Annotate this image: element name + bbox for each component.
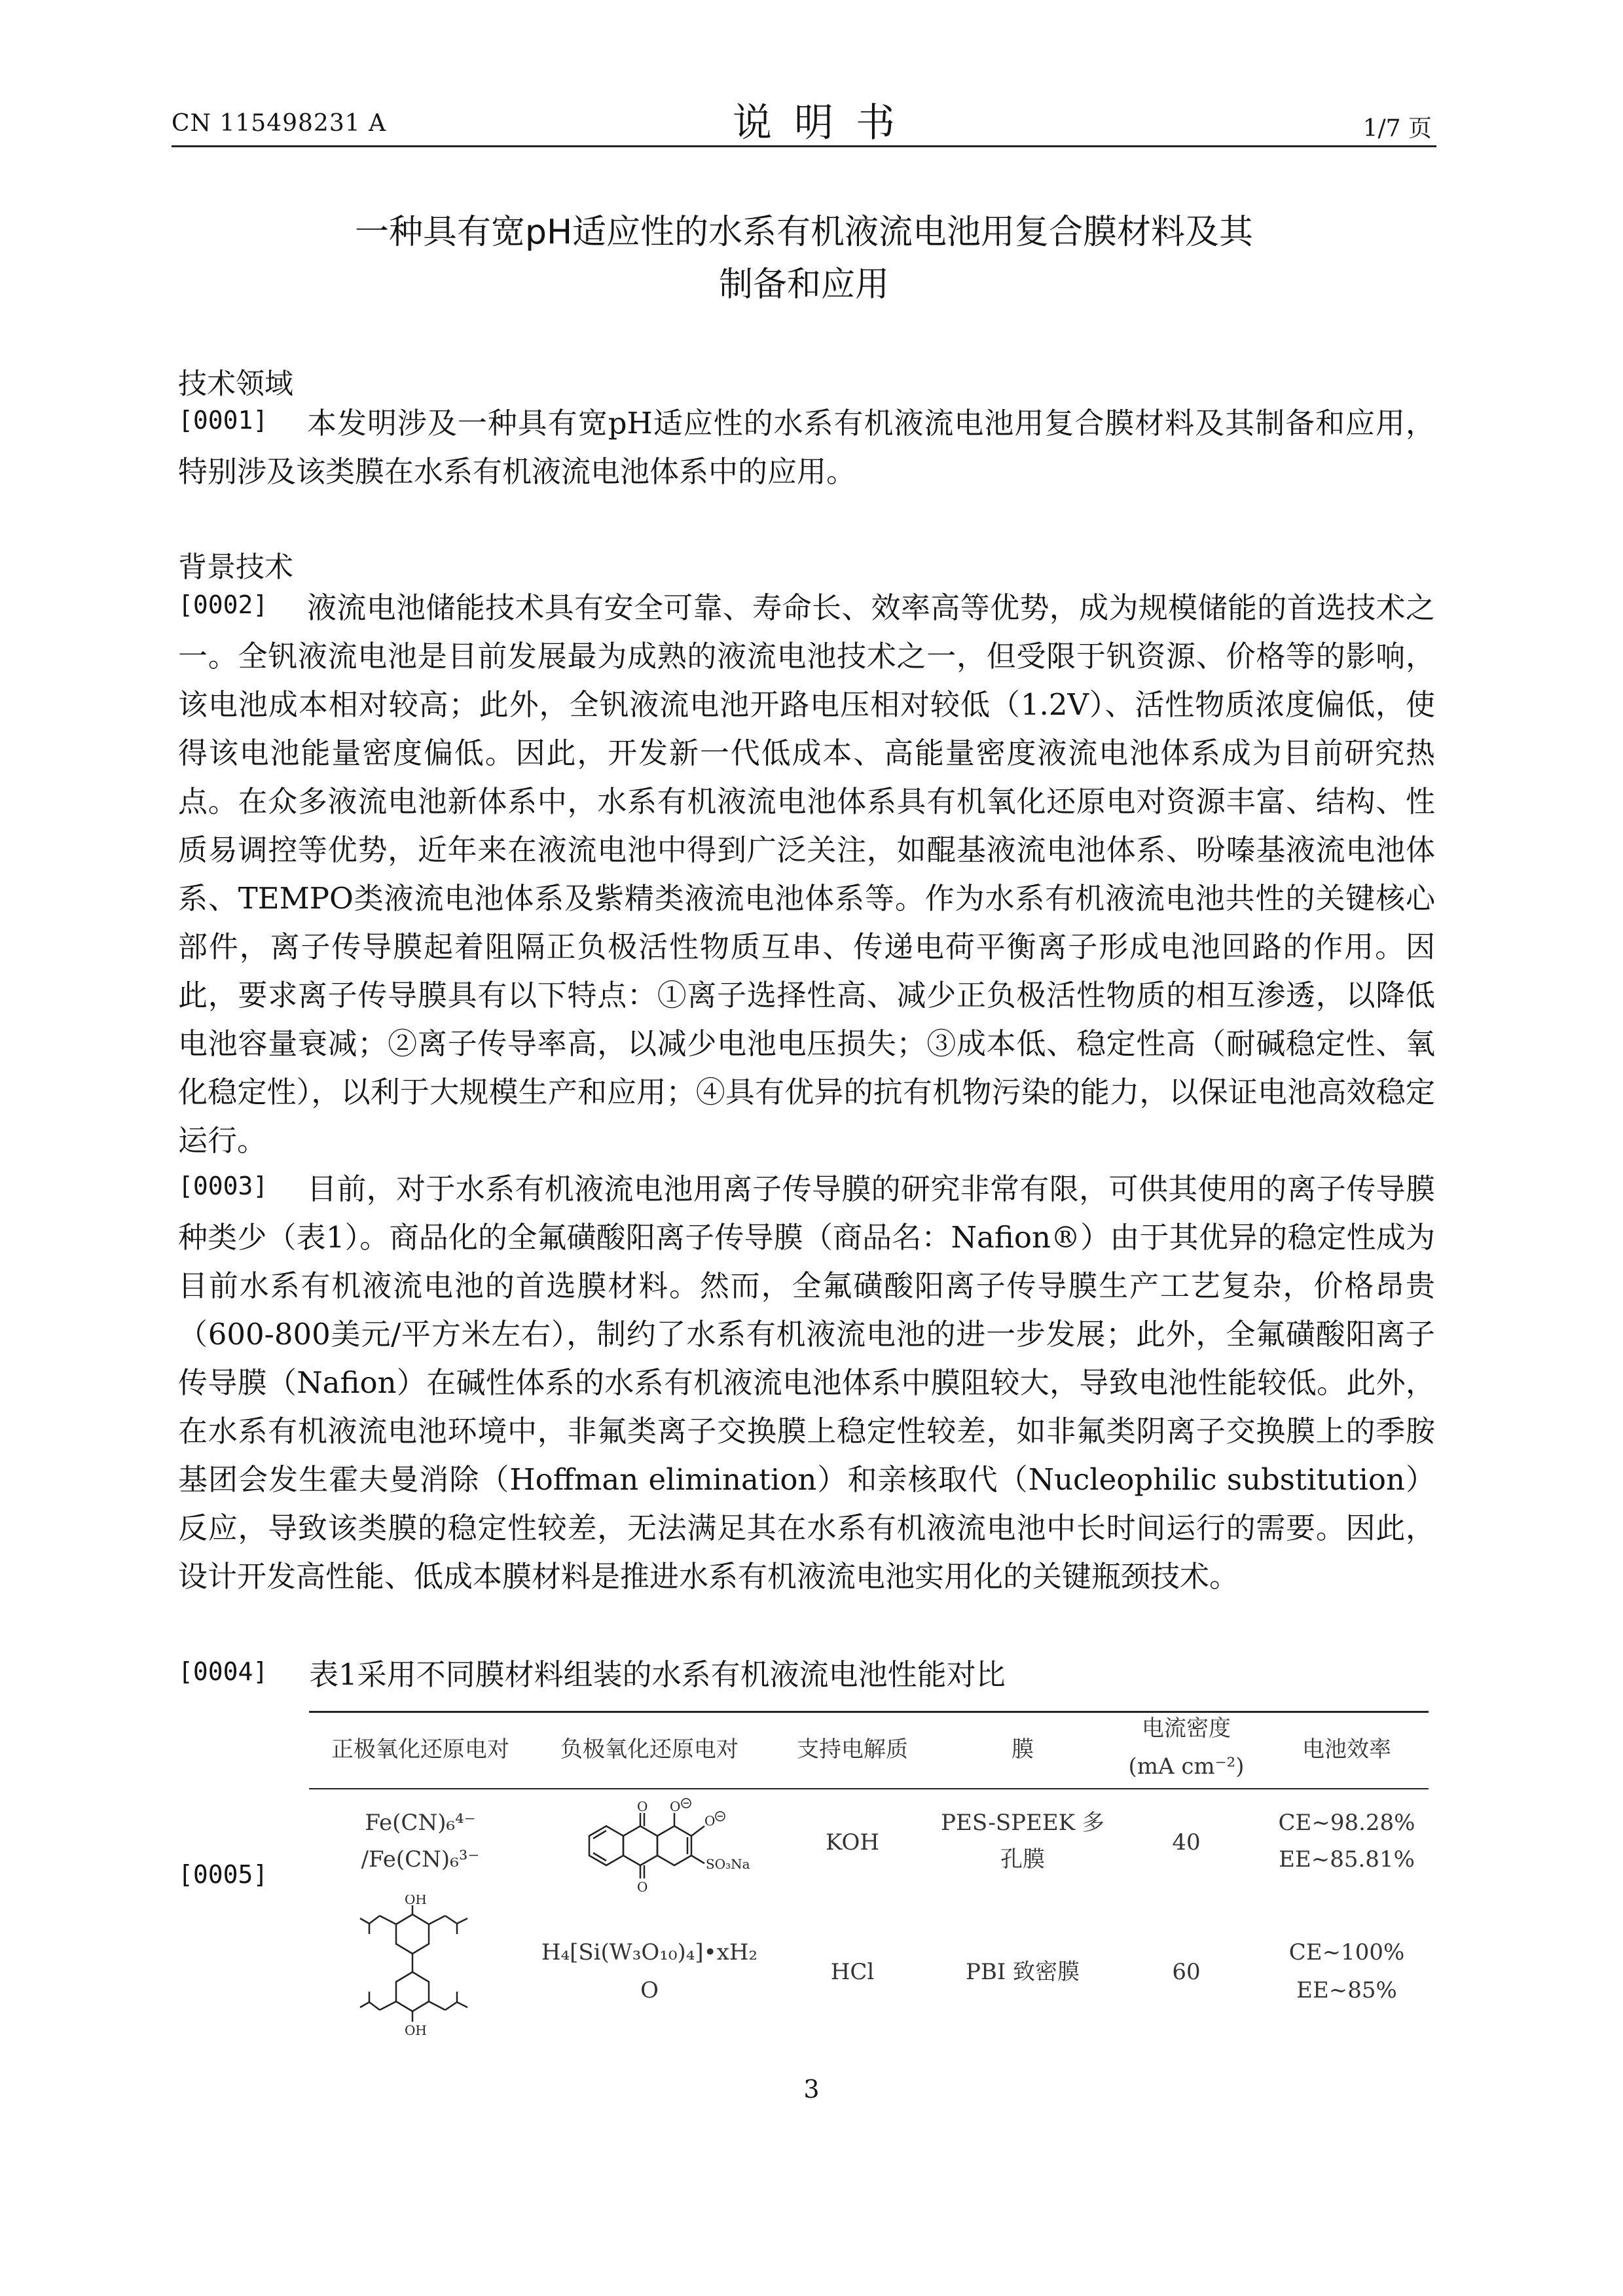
row1-membrane-line1: PES-SPEEK 多 <box>941 1810 1104 1836</box>
table-header-current-density: 电流密度 <box>1142 1715 1231 1742</box>
row2-current-density: 60 <box>1172 1959 1201 1985</box>
row1-ee: EE~85.81% <box>1279 1846 1415 1873</box>
row2-negative-line1: H₄[Si(W₃O₁₀)₄]•xH₂ <box>541 1939 758 1965</box>
row1-ce: CE~98.28% <box>1278 1810 1415 1836</box>
paragraph-0001: 本发明涉及一种具有宽pH适应性的水系有机液流电池用复合膜材料及其制备和应用，特别涉及该类膜在水系有机液流电池体系中的应用。 <box>178 406 1435 489</box>
section-heading-background: 背景技术 <box>178 550 293 584</box>
hydroxyl-top-label: OH <box>405 1895 427 1907</box>
carbonyl-oxygen-top: O <box>637 1799 648 1814</box>
sulfonate-group-label: SO₃Na <box>706 1856 750 1872</box>
table-header-membrane: 膜 <box>1012 1736 1034 1763</box>
paragraph-0003: 目前，对于水系有机液流电池用离子传导膜的研究非常有限，可供其使用的离子传导膜种类少（表1）。商品化的全氟磺酸阳离子传导膜（商品名：Nafion®）由于其优异的稳定性成为目前水系有机液流电池的首选膜材料。然而，全氟磺酸阳离子传导膜生产工艺复杂，价格昂贵（600-800美元/平方米左右），制约了水系有机液流电池的进一步发展；此外，全氟磺酸阳离子传导膜（Nafion）在碱性体系的水系有机液流电池体系中膜阻较大，导致电池性能较低。此外，在水系有机液流电池环境中，非氟类离子交换膜上稳定性较差，如非氟类阴离子交换膜上的季胺基团会发生霍夫曼消除（Hoffman elimination）和亲核取代（Nucleophilic substitution）反应，导致该类膜的稳定性较差，无法满足其在水系有机液流电池中长时间运行的需要。因此，设计开发高性能、低成本膜材料是推进水系有机液流电池实用化的关键瓶颈技术。 <box>178 1172 1435 1594</box>
document-type: 说明书 <box>733 100 917 146</box>
paragraph-number: [0002] <box>178 590 268 619</box>
row2-ee: EE~85% <box>1296 1977 1397 2003</box>
row2-membrane: PBI 致密膜 <box>965 1959 1080 1985</box>
oxide-oxygen: O <box>670 1799 681 1814</box>
row1-current-density: 40 <box>1172 1829 1201 1856</box>
table-header-rule <box>309 1788 1429 1789</box>
page-indicator: 1/7 页 <box>1362 115 1432 142</box>
table-header-positive: 正极氧化还原电对 <box>331 1736 509 1763</box>
row2-negative-line2: O <box>640 1977 659 2003</box>
section-heading-tech-field: 技术领域 <box>178 367 293 401</box>
oxide-oxygen-2: O <box>704 1813 716 1829</box>
row2-ce: CE~100% <box>1288 1939 1405 1965</box>
row1-electrolyte: KOH <box>825 1829 879 1856</box>
paragraph-number: [0005] <box>178 1860 268 1889</box>
table-header-electrolyte: 支持电解质 <box>797 1736 908 1763</box>
title-line-2: 制备和应用 <box>718 265 889 304</box>
row1-positive-line1: Fe(CN)₆⁴⁻ <box>365 1810 476 1836</box>
table-header-efficiency: 电池效率 <box>1302 1736 1391 1763</box>
row2-electrolyte: HCl <box>830 1959 875 1985</box>
title-line-1: 一种具有宽pH适应性的水系有机液流电池用复合膜材料及其 <box>354 213 1254 252</box>
page-number: 3 <box>803 2075 820 2104</box>
header-rule <box>172 145 1436 147</box>
publication-number: CN 115498231 A <box>172 110 387 137</box>
paragraph-number: [0003] <box>178 1172 268 1200</box>
anthraquinone-sulfonate-structure <box>576 1797 773 1901</box>
biphenol-amine-structure <box>354 1895 504 2045</box>
table-header-current-density-unit: (mA cm⁻²) <box>1128 1753 1245 1780</box>
paragraph-number: [0004] <box>178 1657 268 1686</box>
paragraph-0002: 液流电池储能技术具有安全可靠、寿命长、效率高等优势，成为规模储能的首选技术之一。全钒液流电池是目前发展最为成熟的液流电池技术之一，但受限于钒资源、价格等的影响，该电池成本相对较高；此外，全钒液流电池开路电压相对较低（1.2V）、活性物质浓度偏低，使得该电池能量密度偏低。因此，开发新一代低成本、高能量密度液流电池体系成为目前研究热点。在众多液流电池新体系中，水系有机液流电池体系具有机氧化还原电对资源丰富、结构、性质易调控等优势，近年来在液流电池中得到广泛关注，如醌基液流电池体系、吩嗪基液流电池体系、TEMPO类液流电池体系及紫精类液流电池体系等。作为水系有机液流电池共性的关键核心部件，离子传导膜起着阻隔正负极活性物质互串、传递电荷平衡离子形成电池回路的作用。因此，要求离子传导膜具有以下特点：①离子选择性高、减少正负极活性物质的相互渗透，以降低电池容量衰减；②离子传导率高，以减少电池电压损失；③成本低、稳定性高（耐碱稳定性、氧化稳定性），以利于大规模生产和应用；④具有优异的抗有机物污染的能力，以保证电池高效稳定运行。 <box>178 590 1435 1158</box>
hydroxyl-bottom-label: OH <box>405 2022 427 2038</box>
table-header-negative: 负极氧化还原电对 <box>560 1736 739 1763</box>
paragraph-number: [0001] <box>178 406 268 435</box>
table-caption: 表1采用不同膜材料组装的水系有机液流电池性能对比 <box>309 1657 1006 1692</box>
row1-membrane-line2: 孔膜 <box>1000 1846 1045 1873</box>
carbonyl-oxygen-bottom: O <box>637 1879 648 1895</box>
row1-positive-line2: /Fe(CN)₆³⁻ <box>361 1846 480 1873</box>
